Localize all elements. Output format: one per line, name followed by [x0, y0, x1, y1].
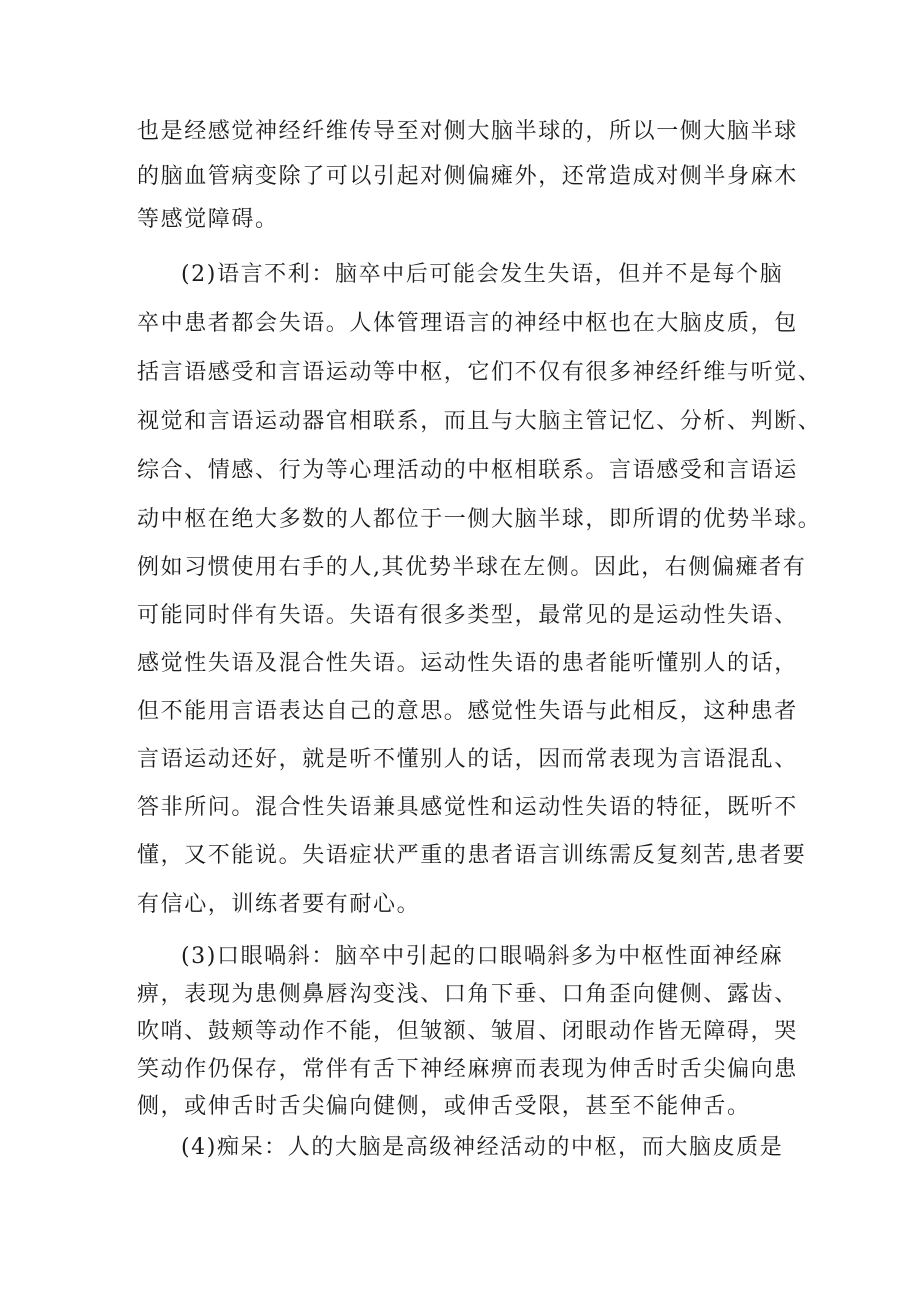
text-line: 视觉和言语运动器官相联系，而且与大脑主管记忆、分析、判断、: [137, 409, 822, 434]
text-line: 有信心，训练者要有耐心。: [137, 892, 421, 917]
text-line: 吹哨、鼓颊等动作不能，但皱额、皱眉、闭眼动作皆无障碍，哭: [137, 1019, 798, 1044]
text-line: 痹，表现为患侧鼻唇沟变浅、口角下垂、口角歪向健侧、露齿、: [137, 982, 798, 1007]
text-line: 笑动作仍保存，常伴有舌下神经麻痹而表现为伸舌时舌尖偏向患: [137, 1057, 798, 1082]
text-line: 卒中患者都会失语。人体管理语言的神经中枢也在大脑皮质，包: [137, 311, 798, 336]
text-line: 动中枢在绝大多数的人都位于一侧大脑半球，即所谓的优势半球。: [137, 507, 822, 532]
text-line: 括言语感受和言语运动等中枢，它们不仅有很多神经纤维与听觉、: [137, 360, 822, 385]
text-line: 等感觉障碍。: [137, 207, 279, 232]
text-line: 可能同时伴有失语。失语有很多类型，最常见的是运动性失语、: [137, 603, 798, 628]
text-line: (4)痴呆：人的大脑是高级神经活动的中枢，而大脑皮质是: [181, 1135, 784, 1160]
text-line: 侧，或伸舌时舌尖偏向健侧，或伸舌受限，甚至不能伸舌。: [137, 1094, 751, 1119]
text-line: 的脑血管病变除了可以引起对侧偏瘫外，还常造成对侧半身麻木: [137, 164, 798, 189]
text-line: 例如习惯使用右手的人,其优势半球在左侧。因此，右侧偏瘫者有: [137, 555, 807, 580]
text-line: 但不能用言语表达自己的意思。感觉性失语与此相反，这种患者: [137, 699, 798, 724]
text-line: (2)语言不利：脑卒中后可能会发生失语，但并不是每个脑: [181, 262, 784, 287]
text-line: 懂，又不能说。失语症状严重的患者语言训练需反复刻苦,患者要: [137, 843, 807, 868]
text-line: 也是经感觉神经纤维传导至对侧大脑半球的，所以一侧大脑半球: [137, 119, 798, 144]
text-line: (3)口眼喎斜：脑卒中引起的口眼喎斜多为中枢性面神经麻: [181, 944, 784, 969]
text-line: 感觉性失语及混合性失语。运动性失语的患者能听懂别人的话，: [137, 651, 798, 676]
text-line: 综合、情感、行为等心理活动的中枢相联系。言语感受和言语运: [137, 458, 798, 483]
text-line: 答非所问。混合性失语兼具感觉性和运动性失语的特征，既听不: [137, 795, 798, 820]
text-line: 言语运动还好，就是听不懂别人的话，因而常表现为言语混乱、: [137, 747, 798, 772]
